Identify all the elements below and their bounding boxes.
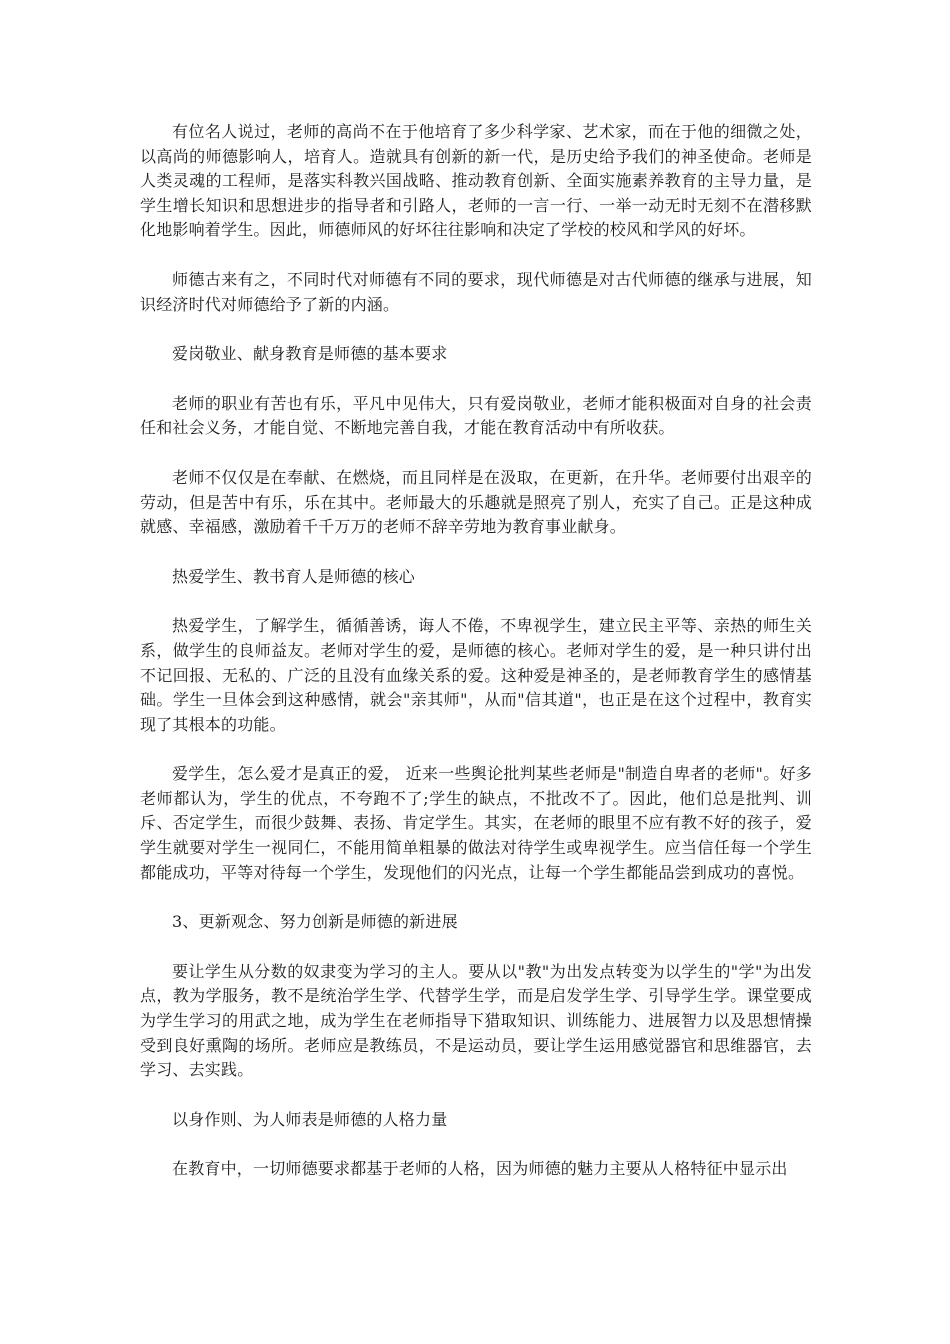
document-body (140, 120, 812, 1207)
paragraph: 师德古来有之，不同时代对师德有不同的要求，现代师德是对古代师德的继承与进展，知识经济时代对师德给予了新的内涵。 (140, 269, 812, 314)
section-heading: 热爱学生、教书育人是师德的核心 (172, 566, 416, 586)
paragraph: 热爱学生，了解学生，循循善诱，诲人不倦，不卑视学生，建立民主平等、亲热的师生关系，做学生的良师益友。老师对学生的爱，是师德的核心。老师对学生的爱，是一种只讲付出不记回报、无私的、广泛的且没有血缘关系的爱。这种爱是神圣的，是老师教育学生的感情基础。学生一旦体会到这种感情，就会"亲其师"，从而"信其道"，也正是在这个过程中，教育实现了其根本的功能。 (140, 616, 812, 734)
paragraph: 爱学生，怎么爱才是真正的爱， 近来一些舆论批判某些老师是"制造自卑者的老师"。好多老师都认为，学生的优点，不夸跑不了;学生的缺点，不批改不了。因此，他们总是批判、训斥、否定学生，而很少鼓舞、表扬、肯定学生。其实，在老师的眼里不应有教不好的孩子，爱学生就要对学生一视同仁，不能用简单粗暴的做法对待学生或卑视学生。应当信任每一个学生都能成功，平等对待每一个学生，发现他们的闪光点，让每一个学生都能品尝到成功的喜悦。 (140, 764, 812, 882)
paragraph: 老师的职业有苦也有乐，平凡中见伟大，只有爱岗敬业，老师才能积极面对自身的社会责任和社会义务，才能自觉、不断地完善自我，才能在教育活动中有所收获。 (140, 393, 812, 438)
paragraph: 要让学生从分数的奴隶变为学习的主人。要从以"教"为出发点转变为以学生的"学"为出发点，教为学服务，教不是统治学生学、代替学生学，而是启发学生学、引导学生学。课堂要成为学生学习的用武之地，成为学生在老师指导下猎取知识、训练能力、进展智力以及思想情操受到良好熏陶的场所。老师应是教练员，不是运动员，要让学生运用感觉器官和思维器官，去学习、去实践。 (140, 961, 812, 1080)
section-heading: 以身作则、为人师表是师德的人格力量 (172, 1109, 448, 1129)
section-heading: 3、更新观念、努力创新是师德的新进展 (172, 912, 458, 932)
paragraph: 在教育中，一切师德要求都基于老师的人格，因为师德的魅力主要从人格特征中显示出 (172, 1159, 788, 1179)
paragraph: 老师不仅仅是在奉献、在燃烧，而且同样是在汲取，在更新，在升华。老师要付出艰辛的劳动，但是苦中有乐，乐在其中。老师最大的乐趣就是照亮了别人，充实了自己。正是这种成就感、幸福感，激励着千千万万的老师不辞辛劳地为教育事业献身。 (140, 467, 812, 537)
paragraph: 有位名人说过，老师的高尚不在于他培育了多少科学家、艺术家，而在于他的细微之处，以高尚的师德影响人，培育人。造就具有创新的新一代，是历史给予我们的神圣使命。老师是人类灵魂的工程师，是落实科教兴国战略、推动教育创新、全面实施素养教育的主导力量，是学生增长知识和思想进步的指导者和引路人，老师的一言一行、一举一动无时无刻不在潜移默化地影响着学生。因此，师德师风的好坏往往影响和决定了学校的校风和学风的好坏。 (140, 122, 812, 240)
section-heading: 爱岗敬业、献身教育是师德的基本要求 (172, 344, 448, 364)
